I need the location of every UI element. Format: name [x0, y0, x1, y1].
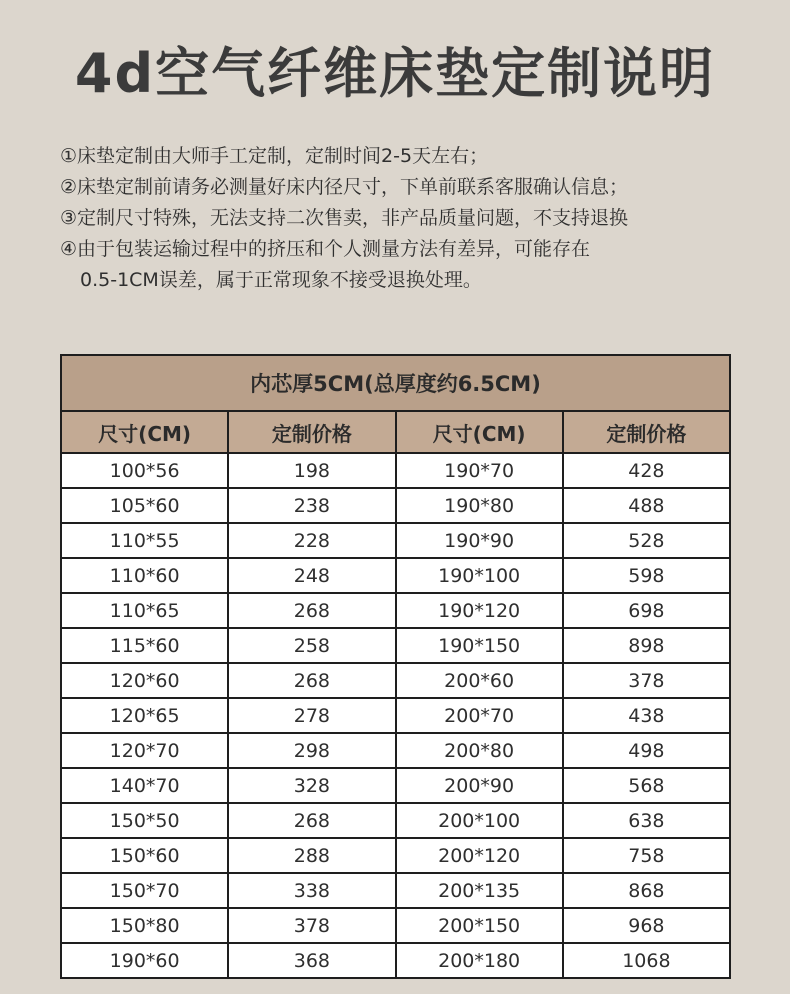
- price-right-cell: 968: [563, 908, 730, 943]
- price-left-cell: 338: [228, 873, 395, 908]
- table-row: [61, 768, 730, 803]
- size-right-cell: 200*70: [396, 698, 563, 733]
- header-price-left: 定制价格: [228, 411, 395, 453]
- table-row: [61, 838, 730, 873]
- size-right-cell: 200*80: [396, 733, 563, 768]
- price-right-cell: 1068: [563, 943, 730, 978]
- price-right-cell: 868: [563, 873, 730, 908]
- size-left-cell: 110*60: [61, 558, 228, 593]
- table-row: [61, 453, 730, 488]
- size-right-cell: 200*150: [396, 908, 563, 943]
- price-table-body: [61, 453, 730, 978]
- price-right-cell: 758: [563, 838, 730, 873]
- price-right-cell: 528: [563, 523, 730, 558]
- price-right-cell: 488: [563, 488, 730, 523]
- price-right-cell: 378: [563, 663, 730, 698]
- note-4: ④由于包装运输过程中的挤压和个人测量方法有差异，可能存在: [60, 238, 591, 260]
- price-left-cell: 248: [228, 558, 395, 593]
- size-left-cell: 150*60: [61, 838, 228, 873]
- price-left-cell: 288: [228, 838, 395, 873]
- note-2: ②床垫定制前请务必测量好床内径尺寸，下单前联系客服确认信息；: [60, 176, 629, 198]
- size-left-cell: 110*55: [61, 523, 228, 558]
- table-row: [61, 908, 730, 943]
- table-row: [61, 558, 730, 593]
- price-left-cell: 228: [228, 523, 395, 558]
- page-title: 4d空气纤维床垫定制说明: [74, 42, 716, 105]
- size-left-cell: 150*70: [61, 873, 228, 908]
- price-right-cell: 498: [563, 733, 730, 768]
- size-right-cell: 200*180: [396, 943, 563, 978]
- table-row: [61, 523, 730, 558]
- size-left-cell: 150*80: [61, 908, 228, 943]
- price-right-cell: 438: [563, 698, 730, 733]
- table-row: [61, 593, 730, 628]
- size-right-cell: 190*100: [396, 558, 563, 593]
- size-right-cell: 200*90: [396, 768, 563, 803]
- size-left-cell: 140*70: [61, 768, 228, 803]
- header-price-right: 定制价格: [563, 411, 730, 453]
- header-size-left: 尺寸(CM): [61, 411, 228, 453]
- table-title: 内芯厚5CM(总厚度约6.5CM): [61, 355, 730, 411]
- header-size-right: 尺寸(CM): [396, 411, 563, 453]
- size-right-cell: 200*60: [396, 663, 563, 698]
- price-left-cell: 378: [228, 908, 395, 943]
- price-left-cell: 268: [228, 803, 395, 838]
- size-right-cell: 190*90: [396, 523, 563, 558]
- size-left-cell: 110*65: [61, 593, 228, 628]
- table-row: [61, 488, 730, 523]
- table-header-row: [61, 411, 730, 453]
- price-left-cell: 268: [228, 663, 395, 698]
- price-left-cell: 258: [228, 628, 395, 663]
- price-left-cell: 238: [228, 488, 395, 523]
- size-left-cell: 120*70: [61, 733, 228, 768]
- size-left-cell: 120*60: [61, 663, 228, 698]
- table-row: [61, 663, 730, 698]
- size-right-cell: 200*100: [396, 803, 563, 838]
- size-left-cell: 100*56: [61, 453, 228, 488]
- price-left-cell: 368: [228, 943, 395, 978]
- price-left-cell: 328: [228, 768, 395, 803]
- price-left-cell: 298: [228, 733, 395, 768]
- size-left-cell: 150*50: [61, 803, 228, 838]
- price-right-cell: 898: [563, 628, 730, 663]
- price-right-cell: 698: [563, 593, 730, 628]
- note-4-continued: 0.5-1CM误差，属于正常现象不接受退换处理。: [80, 269, 482, 291]
- size-right-cell: 200*135: [396, 873, 563, 908]
- price-left-cell: 198: [228, 453, 395, 488]
- size-right-cell: 190*70: [396, 453, 563, 488]
- size-left-cell: 115*60: [61, 628, 228, 663]
- size-left-cell: 120*65: [61, 698, 228, 733]
- size-right-cell: 190*80: [396, 488, 563, 523]
- size-right-cell: 190*150: [396, 628, 563, 663]
- price-table: [60, 354, 731, 979]
- table-row: [61, 803, 730, 838]
- price-right-cell: 638: [563, 803, 730, 838]
- table-row: [61, 628, 730, 663]
- custom-notes: [60, 141, 750, 296]
- table-row: [61, 873, 730, 908]
- table-row: [61, 943, 730, 978]
- size-right-cell: 200*120: [396, 838, 563, 873]
- price-right-cell: 428: [563, 453, 730, 488]
- table-row: [61, 698, 730, 733]
- size-right-cell: 190*120: [396, 593, 563, 628]
- note-1: ①床垫定制由大师手工定制，定制时间2-5天左右；: [60, 145, 489, 167]
- price-left-cell: 278: [228, 698, 395, 733]
- price-right-cell: 598: [563, 558, 730, 593]
- note-3: ③定制尺寸特殊，无法支持二次售卖，非产品质量问题，不支持退换: [60, 207, 629, 229]
- size-left-cell: 105*60: [61, 488, 228, 523]
- price-left-cell: 268: [228, 593, 395, 628]
- size-left-cell: 190*60: [61, 943, 228, 978]
- table-row: [61, 733, 730, 768]
- price-right-cell: 568: [563, 768, 730, 803]
